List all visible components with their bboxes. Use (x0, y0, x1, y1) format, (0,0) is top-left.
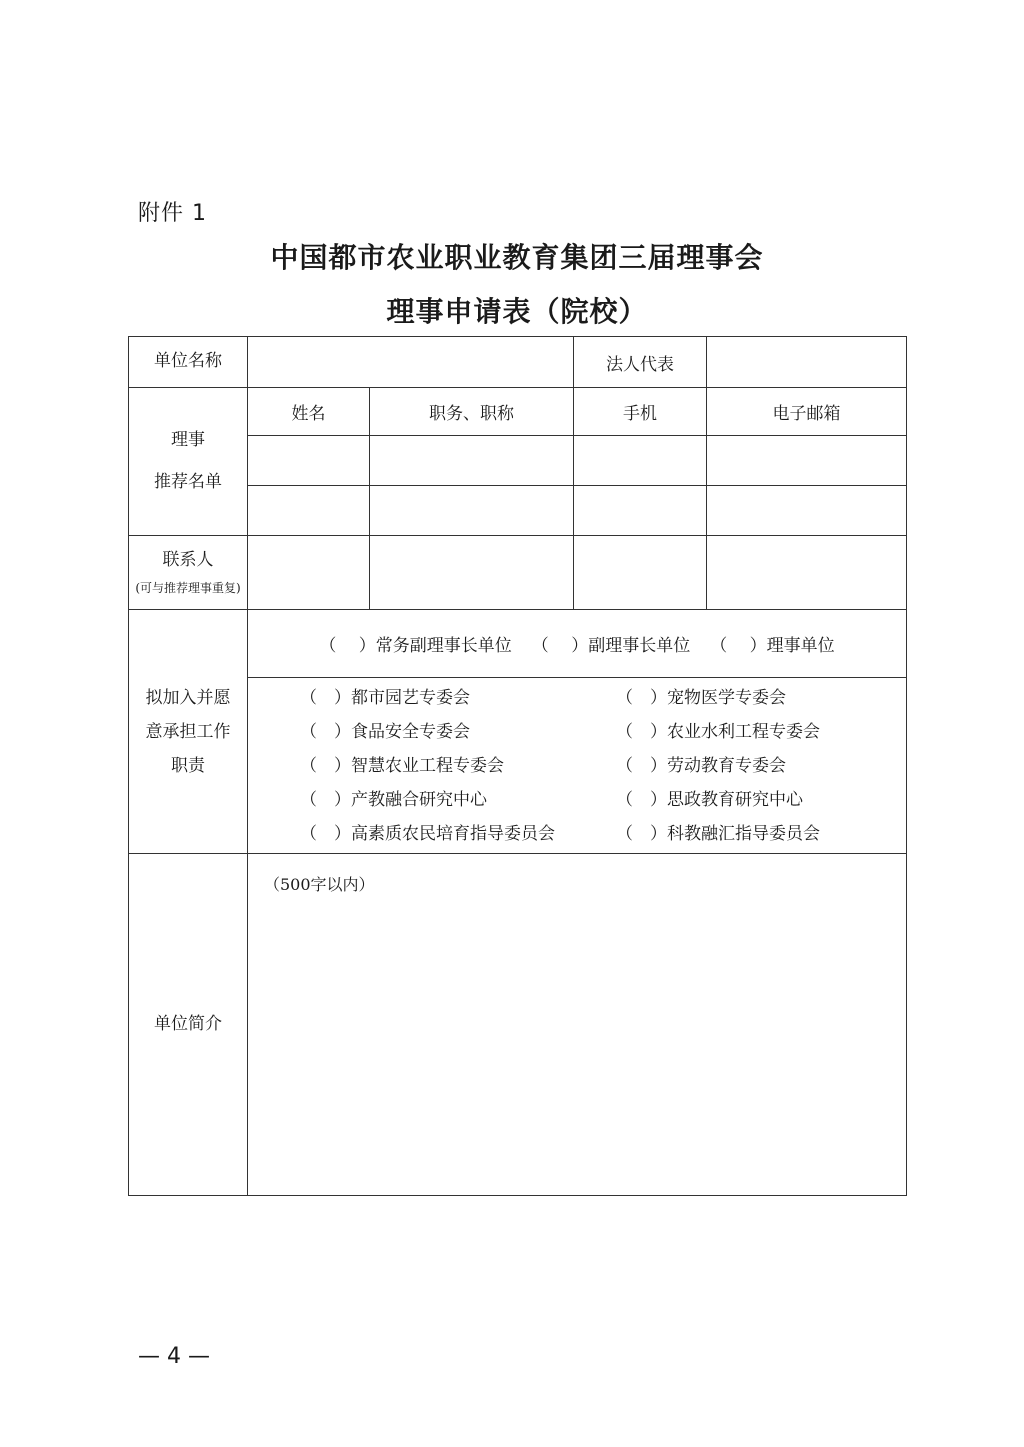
director-header-row (129, 388, 907, 436)
committee-option[interactable]: （ ）高素质农民培育指导委员会 (300, 823, 555, 844)
tier-option-executive-vice-chair[interactable]: （ ）常务副理事长单位 (319, 636, 512, 656)
committee-option[interactable]: （ ）都市园艺专委会 (300, 687, 470, 708)
director-label-line1: 理事 (171, 430, 205, 450)
intro-label: 单位简介 (129, 854, 248, 1196)
col-header-name: 姓名 (248, 388, 370, 436)
contact-label-cell (129, 536, 248, 610)
application-form-table (128, 336, 907, 1196)
director-section-label (129, 388, 248, 536)
director-1-email-field[interactable] (707, 436, 907, 486)
committee-option[interactable]: （ ）宠物医学专委会 (616, 687, 786, 708)
tier-options-cell (248, 610, 907, 678)
col-header-email: 电子邮箱 (707, 388, 907, 436)
contact-label: 联系人 (162, 549, 214, 570)
committee-options (248, 687, 906, 845)
unit-row (129, 337, 907, 388)
director-label-line2: 推荐名单 (154, 471, 222, 492)
intro-field[interactable] (248, 854, 907, 1196)
committee-option[interactable]: （ ）农业水利工程专委会 (616, 721, 820, 742)
col-header-phone: 手机 (574, 388, 707, 436)
committee-options-cell (248, 678, 907, 854)
tier-option-vice-chair[interactable]: （ ）副理事长单位 (531, 636, 691, 656)
committee-option[interactable]: （ ）智慧农业工程专委会 (300, 755, 504, 776)
director-1-position-field[interactable] (370, 436, 574, 486)
director-2-position-field[interactable] (370, 486, 574, 536)
duty-label-line1: 拟加入并愿 (145, 687, 231, 708)
director-1-name-field[interactable] (248, 436, 370, 486)
intro-row (129, 854, 907, 1196)
unit-name-field[interactable] (248, 337, 574, 388)
tier-option-director[interactable]: （ ）理事单位 (710, 636, 835, 656)
duty-label-line2: 意承担工作 (145, 721, 231, 742)
attachment-label: 附件 1 (138, 201, 207, 226)
contact-position-field[interactable] (370, 536, 574, 610)
contact-note: (可与推荐理事重复) (135, 581, 241, 596)
document-title: 中国都市农业职业教育集团三届理事会 (270, 241, 764, 274)
director-2-name-field[interactable] (248, 486, 370, 536)
legal-rep-field[interactable] (707, 337, 907, 388)
unit-name-label: 单位名称 (129, 337, 248, 388)
director-2-email-field[interactable] (707, 486, 907, 536)
intro-hint: （500字以内） (264, 875, 375, 894)
col-header-position: 职务、职称 (370, 388, 574, 436)
committee-option[interactable]: （ ）劳动教育专委会 (616, 755, 786, 776)
document-subtitle: 理事申请表（院校） (386, 295, 648, 328)
committee-option[interactable]: （ ）食品安全专委会 (300, 721, 470, 742)
tier-options (248, 631, 906, 656)
director-1-phone-field[interactable] (574, 436, 707, 486)
tier-row (129, 610, 907, 678)
contact-name-field[interactable] (248, 536, 370, 610)
contact-phone-field[interactable] (574, 536, 707, 610)
director-2-phone-field[interactable] (574, 486, 707, 536)
committee-option[interactable]: （ ）产教融合研究中心 (300, 789, 487, 810)
contact-row (129, 536, 907, 610)
duty-label-line3: 职责 (171, 755, 205, 776)
contact-email-field[interactable] (707, 536, 907, 610)
legal-rep-label: 法人代表 (574, 337, 707, 388)
duty-label (129, 610, 248, 854)
committee-option[interactable]: （ ）思政教育研究中心 (616, 789, 803, 810)
page-number: — 4 — (138, 1344, 210, 1369)
committee-option[interactable]: （ ）科教融汇指导委员会 (616, 823, 820, 844)
